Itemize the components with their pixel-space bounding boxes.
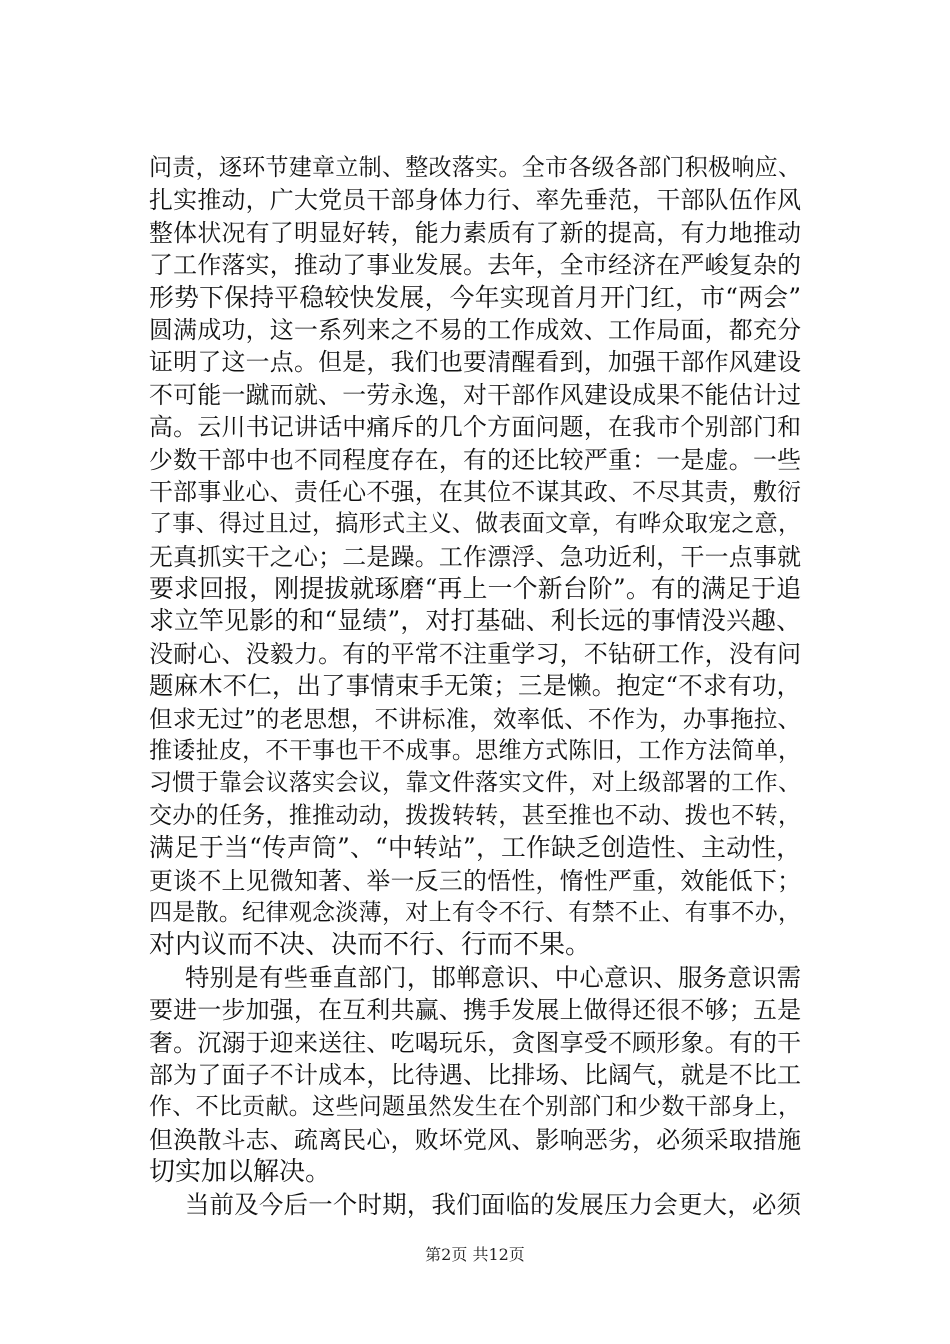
text-line: 问责，逐环节建章立制、整改落实。全市各级各部门积极响应、 [149,155,801,181]
text-line: 特别是有些垂直部门，邯郸意识、中心意识、服务意识需 [185,962,801,992]
text-line: 奢。沉溺于迎来送往、吃喝玩乐，贪图享受不顾形象。有的干 [149,1028,801,1057]
text-line: 扎实推动，广大党员干部身体力行、率先垂范，干部队伍作风 [149,186,801,215]
text-line: 交办的任务，推推动动，拨拨转转，甚至推也不动、拨也不转， [149,802,801,829]
text-line: 不可能一蹴而就、一劳永逸，对干部作风建设成果不能估计过 [149,380,801,409]
text-line: 习惯于靠会议落实会议，靠文件落实文件，对上级部署的工作、 [149,770,801,797]
body-text [149,152,801,1221]
text-line: 要求回报，刚提拔就琢磨“再上一个新台阶”。有的满足于追 [149,574,801,604]
text-line: 高。云川书记讲话中痛斥的几个方面问题，在我市个别部门和 [149,413,801,442]
text-line: 部为了面子不计成本，比待遇、比排场、比阔气，就是不比工 [149,1060,801,1089]
text-line: 少数干部中也不同程度存在，有的还比较严重：一是虚。一些 [149,445,801,474]
text-line: 圆满成功，这一系列来之不易的工作成效、工作局面，都充分 [149,315,801,344]
text-line: 证明了这一点。但是，我们也要清醒看到，加强干部作风建设 [149,348,801,377]
text-line: 作、不比贡献。这些问题虽然发生在个别部门和少数干部身上， [149,1094,801,1121]
page-footer [0,1242,950,1265]
text-line: 干部事业心、责任心不强，在其位不谋其政、不尽其责，敷衍 [149,477,801,506]
text-line: 没耐心、没毅力。有的平常不注重学习，不钻研工作，没有问 [149,639,801,668]
text-line: 整体状况有了明显好转，能力素质有了新的提高，有力地推动 [149,218,801,247]
text-line: 形势下保持平稳较快发展，今年实现首月开门红，市“两会” [149,282,801,312]
text-line: 更谈不上见微知著、举一反三的悟性，惰性严重，效能低下； [149,866,801,895]
text-line: 四是散。纪律观念淡薄，对上有令不行、有禁不止、有事不办， [149,899,801,926]
text-line: 对内议而不决、决而不行、行而不果。 [149,930,592,961]
text-line: 了工作落实，推动了事业发展。去年，全市经济在严峻复杂的 [149,251,801,280]
text-line: 切实加以解决。 [149,1157,332,1188]
text-line: 当前及今后一个时期，我们面临的发展压力会更大，必须 [185,1189,801,1219]
text-line: 但求无过”的老思想，不讲标准，效率低、不作为，办事拖拉、 [149,704,801,733]
text-line: 要进一步加强，在互利共赢、携手发展上做得还很不够；五是 [149,996,801,1025]
text-line: 无真抓实干之心；二是躁。工作漂浮、急功近利，干一点事就 [149,542,801,571]
text-line: 推诿扯皮，不干事也干不成事。思维方式陈旧，工作方法简单， [149,738,801,765]
page-number: 第2页 共12页 [425,1245,525,1264]
text-line: 求立竿见影的和“显绩”，对打基础、利长远的事情没兴趣、 [149,606,801,636]
text-line: 题麻木不仁，出了事情束手无策；三是懒。抱定“不求有功， [149,671,801,701]
text-line: 满足于当“传声筒”、“中转站”，工作缺乏创造性、主动性， [149,833,801,863]
text-line: 但涣散斗志、疏离民心，败坏党风、影响恶劣，必须采取措施 [149,1125,801,1154]
text-line: 了事、得过且过，搞形式主义、做表面文章，有哗众取宠之意， [149,511,801,538]
